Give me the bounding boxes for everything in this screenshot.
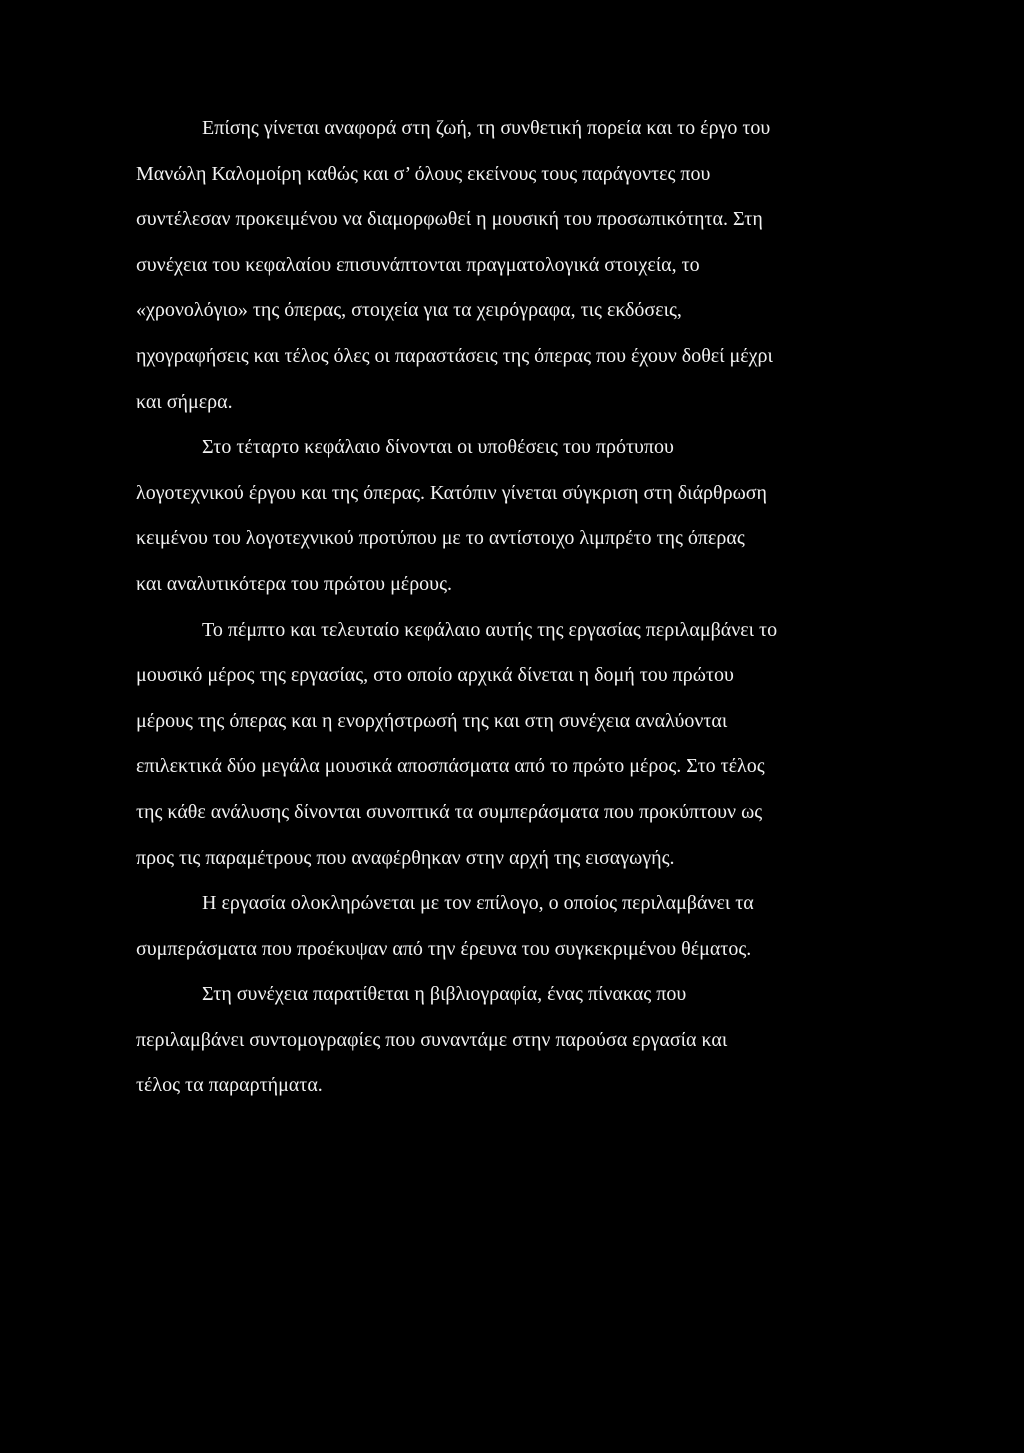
paragraph — [136, 608, 900, 882]
text-line: Στη συνέχεια παρατίθεται η βιβλιογραφία, ένας πίνακας που — [202, 983, 687, 1006]
paragraph — [136, 881, 900, 972]
text-line: Επίσης γίνεται αναφορά στη ζωή, τη συνθετική πορεία και το έργο του — [202, 117, 771, 139]
text-line: και σήμερα. — [136, 390, 233, 413]
text-line: συμπεράσματα που προέκυψαν από την έρευνα του συγκεκριμένου θέματος. — [136, 937, 752, 960]
text-line: συνέχεια του κεφαλαίου επισυνάπτονται πραγματολογικά στοιχεία, το — [136, 253, 700, 276]
text-line: κειμένου του λογοτεχνικού προτύπου με το αντίστοιχο λιμπρέτο της όπερας — [136, 527, 745, 550]
text-line: μέρους της όπερας και η ενορχήστρωσή της και στη συνέχεια αναλύονται — [136, 709, 728, 732]
text-line: Το πέμπτο και τελευταίο κεφάλαιο αυτής της εργασίας περιλαμβάνει το — [202, 618, 778, 641]
text-line: προς τις παραμέτρους που αναφέρθηκαν στην αρχή της εισαγωγής. — [136, 846, 675, 869]
paragraph — [136, 972, 900, 1109]
text-line: της κάθε ανάλυσης δίνονται συνοπτικά τα συμπεράσματα που προκύπτουν ως — [136, 800, 763, 823]
text-line: Στο τέταρτο κεφάλαιο δίνονται οι υποθέσεις του πρότυπου — [202, 436, 674, 459]
body-text — [136, 106, 900, 1109]
text-line: «χρονολόγιο» της όπερας, στοιχεία για τα χειρόγραφα, τις εκδόσεις, — [136, 299, 682, 322]
text-line: ηχογραφήσεις και τέλος όλες οι παραστάσεις της όπερας που έχουν δοθεί μέχρι — [136, 344, 773, 367]
text-line: και αναλυτικότερα του πρώτου μέρους. — [136, 572, 452, 595]
text-line: Η εργασία ολοκληρώνεται με τον επίλογο, ο οποίος περιλαμβάνει τα — [202, 892, 754, 915]
text-line: συντέλεσαν προκειμένου να διαμορφωθεί η μουσική του προσωπικότητα. Στη — [136, 208, 763, 231]
paragraph — [136, 425, 900, 607]
paragraph — [136, 106, 900, 425]
text-line: μουσικό μέρος της εργασίας, στο οποίο αρχικά δίνεται η δομή του πρώτου — [136, 664, 734, 687]
text-line: επιλεκτικά δύο μεγάλα μουσικά αποσπάσματα από το πρώτο μέρος. Στο τέλος — [136, 755, 765, 778]
text-line: Μανώλη Καλομοίρη καθώς και σ’ όλους εκείνους τους παράγοντες που — [136, 162, 711, 185]
text-line: τέλος τα παραρτήματα. — [136, 1074, 323, 1097]
text-line: περιλαμβάνει συντομογραφίες που συναντάμε στην παρούσα εργασία και — [136, 1028, 728, 1051]
text-line: λογοτεχνικού έργου και της όπερας. Κατόπιν γίνεται σύγκριση στη διάρθρωση — [136, 481, 767, 504]
